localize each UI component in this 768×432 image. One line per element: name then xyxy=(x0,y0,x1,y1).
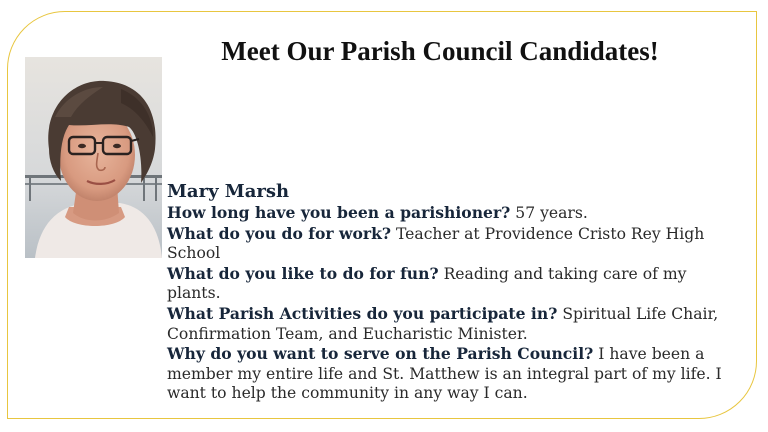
candidate-name: Mary Marsh xyxy=(167,181,290,202)
qa-question: What do you do for work? xyxy=(167,223,392,243)
qa-question: How long have you been a parishioner? xyxy=(167,203,511,222)
qa-answer: I have been a member my entire life and St. Matthew is an integral part of my life. I want to help the community in any way I can. xyxy=(167,345,722,403)
qa-question: Why do you want to serve on the Parish Council? xyxy=(167,344,594,364)
qa-item xyxy=(167,203,742,224)
candidate-profile xyxy=(167,181,742,404)
qa-question: What Parish Activities do you participate in? xyxy=(167,303,558,323)
qa-question: What do you like to do for fun? xyxy=(167,263,439,283)
qa-item xyxy=(167,264,742,304)
portrait-image xyxy=(25,57,162,258)
qa-item xyxy=(167,344,742,404)
candidate-photo xyxy=(25,57,162,258)
qa-answer: Reading and taking care of my plants. xyxy=(167,264,687,303)
qa-answer: Spiritual Life Chair, Confirmation Team, and Eucharistic Minister. xyxy=(167,304,719,343)
qa-answer: Teacher at Providence Cristo Rey High School xyxy=(167,224,705,263)
qa-item xyxy=(167,224,742,264)
qa-item xyxy=(167,304,742,344)
page-title: Meet Our Parish Council Candidates! xyxy=(221,36,659,66)
qa-answer: 57 years. xyxy=(515,204,588,222)
